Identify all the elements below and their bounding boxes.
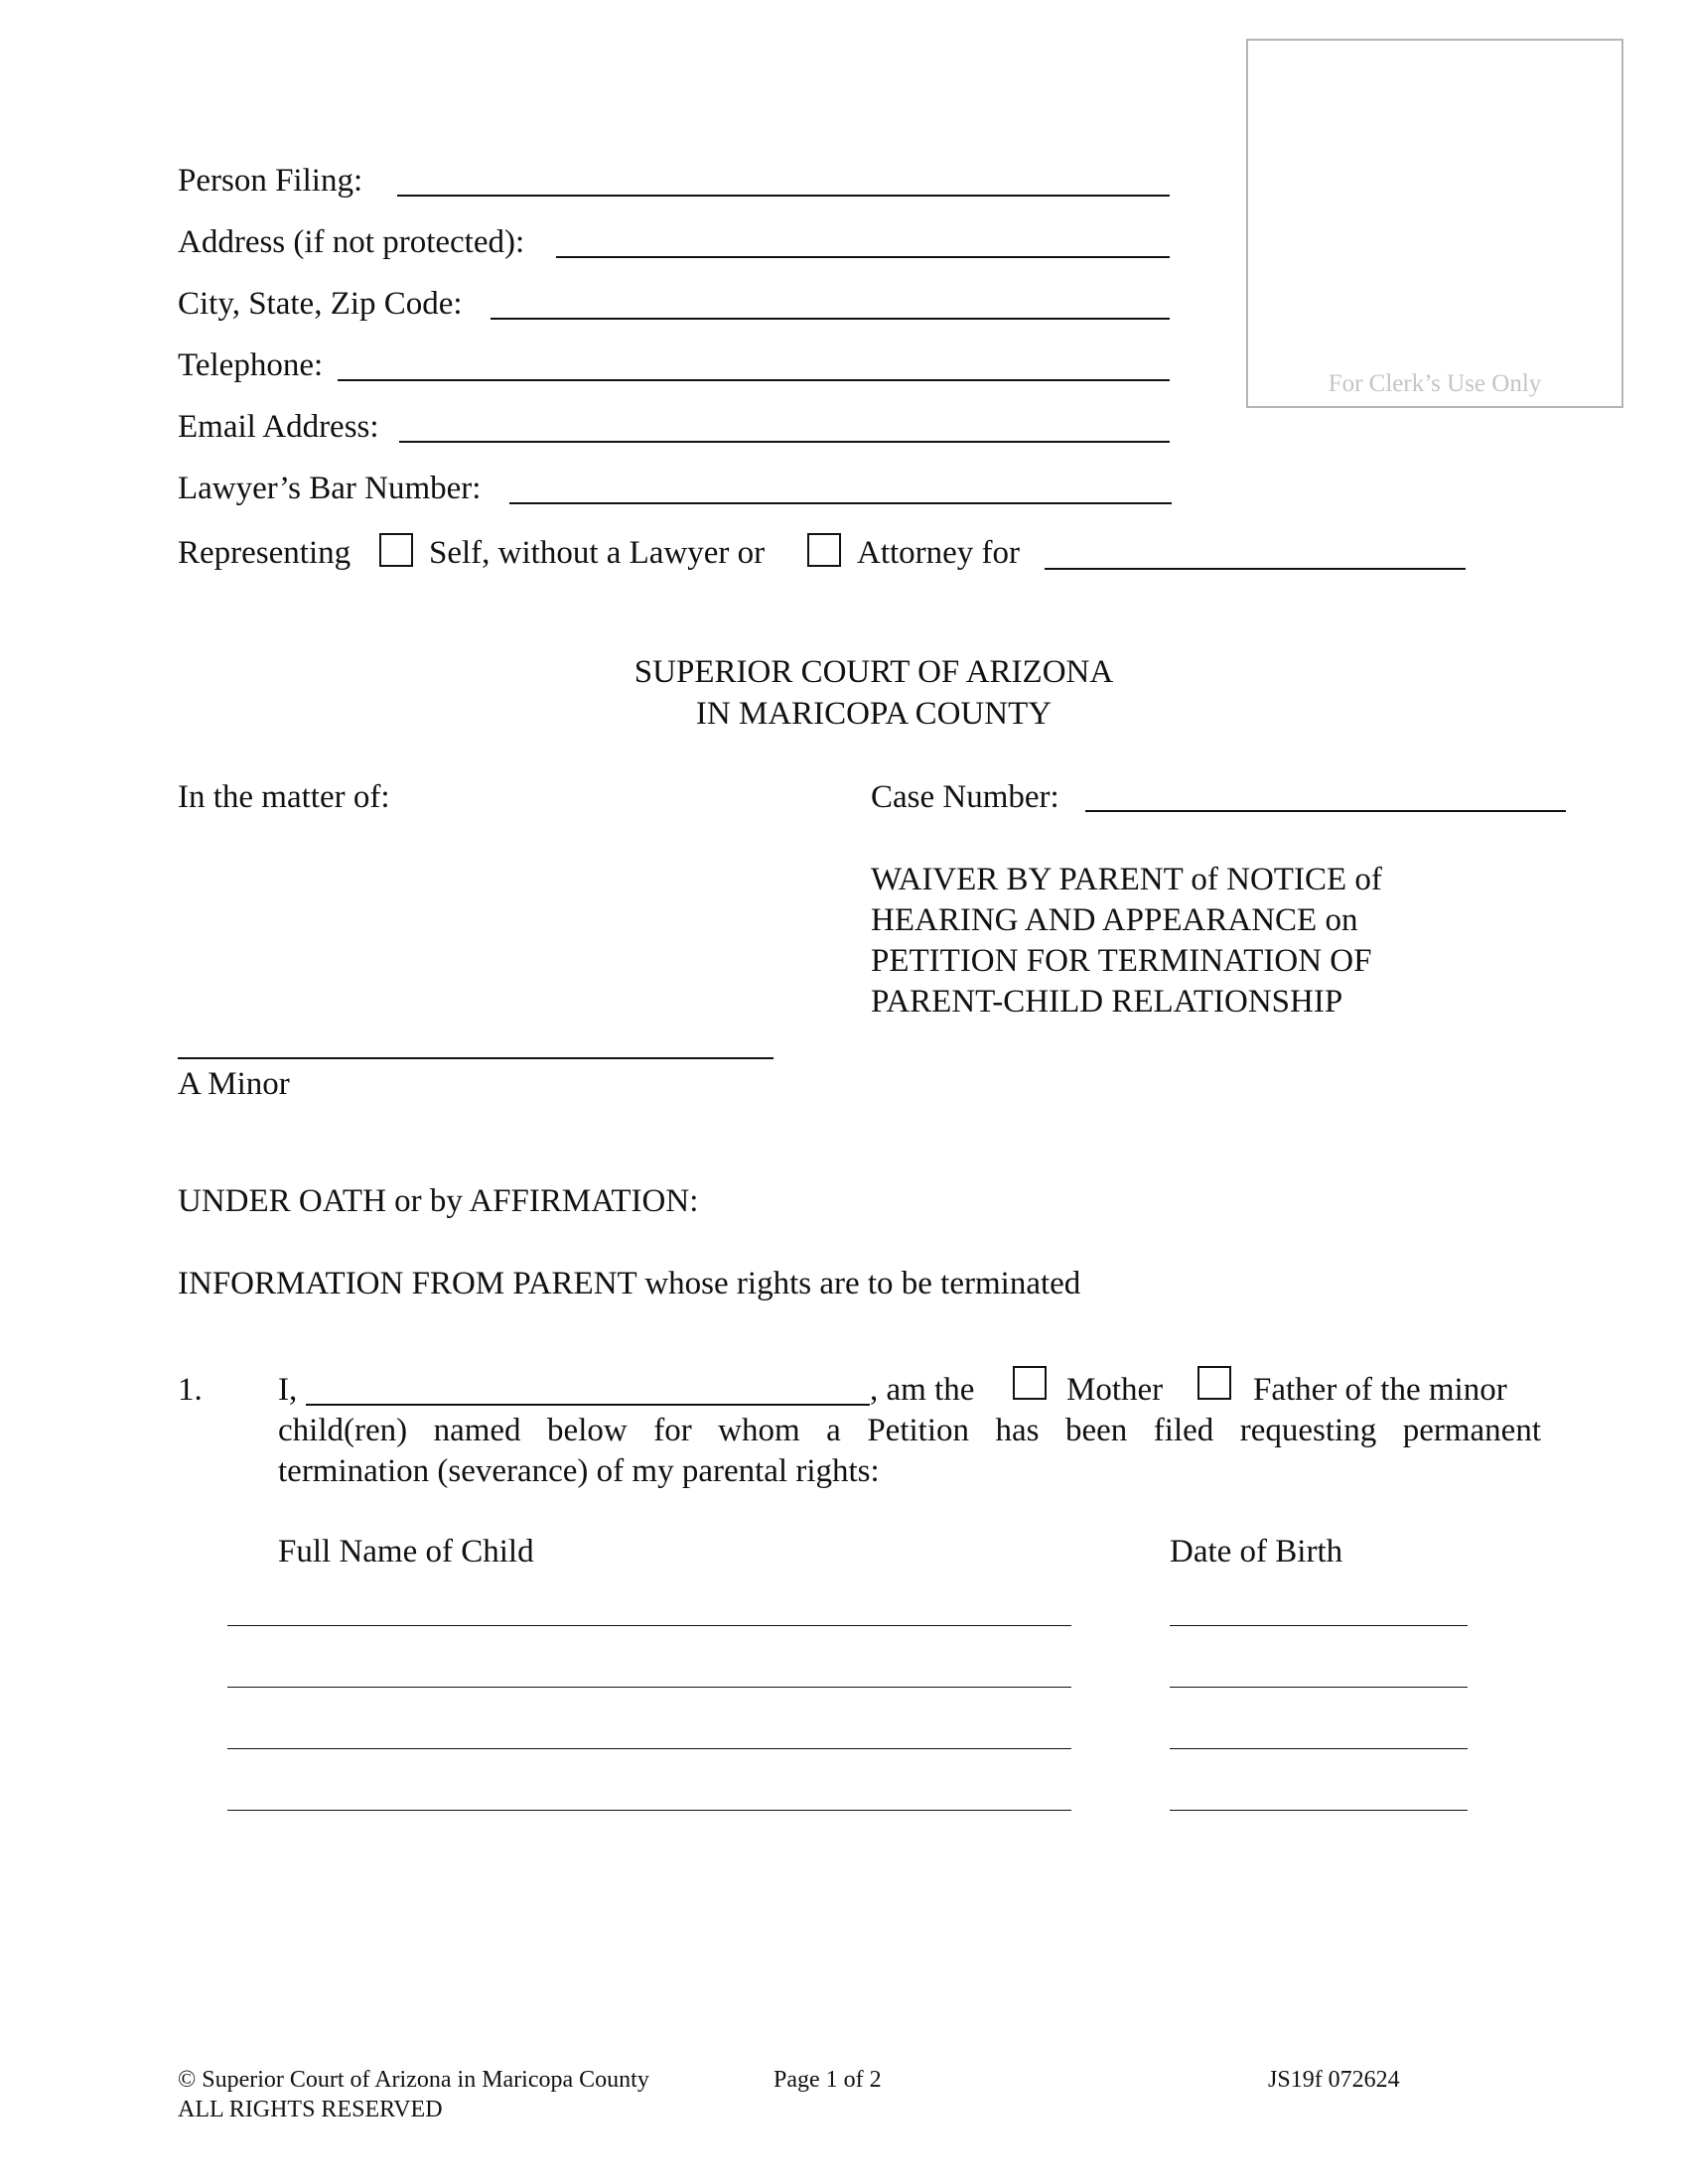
item-number: 1. [178,1372,203,1408]
case-number-field[interactable] [1085,810,1566,812]
info-heading: INFORMATION FROM PARENT whose rights are to be terminated [178,1266,1081,1301]
address-label: Address (if not protected): [178,224,525,260]
oath-heading: UNDER OATH or by AFFIRMATION: [178,1183,699,1219]
court-name-line2: IN MARICOPA COUNTY [695,696,1053,732]
person-filing-label: Person Filing: [178,163,363,199]
child-name-header: Full Name of Child [278,1534,534,1570]
footer-page-number: Page 1 of 2 [774,2067,882,2093]
telephone-field[interactable] [338,379,1170,381]
attorney-option-label: Attorney for [857,535,1021,571]
address-field[interactable] [556,256,1170,258]
footer-form-id: JS19f 072624 [1268,2067,1400,2093]
footer-rights: ALL RIGHTS RESERVED [178,2097,443,2122]
clerk-use-box [1246,39,1623,408]
representing-label: Representing [178,535,352,571]
attorney-checkbox[interactable] [807,533,841,567]
mother-checkbox[interactable] [1013,1366,1047,1400]
court-name-line1: SUPERIOR COURT OF ARIZONA [633,654,1114,690]
father-checkbox[interactable] [1197,1366,1231,1400]
person-filing-field[interactable] [397,195,1170,197]
item1-line2: child(ren) named below for whom a Petition has been filed requesting permanent [278,1413,1541,1448]
minor-label: A Minor [178,1066,290,1102]
form-title-line2: HEARING AND APPEARANCE on [871,902,1358,938]
case-number-label: Case Number: [871,779,1059,815]
child-dob-field-1[interactable] [1170,1625,1468,1626]
parent-name-field[interactable] [306,1404,870,1406]
city-state-zip-field[interactable] [491,318,1170,320]
child-name-field-2[interactable] [227,1687,1071,1688]
form-title-line1: WAIVER BY PARENT of NOTICE of [871,862,1382,897]
child-dob-header: Date of Birth [1170,1534,1343,1570]
matter-label: In the matter of: [178,779,390,815]
minor-name-field[interactable] [178,1057,774,1059]
footer-copyright: © Superior Court of Arizona in Maricopa County [178,2067,649,2093]
father-label: Father of the minor [1253,1372,1507,1408]
child-name-field-3[interactable] [227,1748,1071,1749]
form-title-line4: PARENT-CHILD RELATIONSHIP [871,984,1343,1020]
attorney-for-field[interactable] [1045,568,1466,570]
bar-number-field[interactable] [509,502,1172,504]
bar-number-label: Lawyer’s Bar Number: [178,471,482,506]
child-name-field-4[interactable] [227,1810,1071,1811]
child-dob-field-3[interactable] [1170,1748,1468,1749]
form-title-line3: PETITION FOR TERMINATION OF [871,943,1372,979]
child-dob-field-2[interactable] [1170,1687,1468,1688]
self-option-label: Self, without a Lawyer or [429,535,766,571]
item1-i-text: I, [278,1372,298,1408]
child-name-field-1[interactable] [227,1625,1071,1626]
city-state-zip-label: City, State, Zip Code: [178,286,463,322]
clerk-box-label: For Clerk’s Use Only [1328,370,1542,397]
email-label: Email Address: [178,409,379,445]
item1-line3: termination (severance) of my parental rights: [278,1453,880,1489]
mother-label: Mother [1066,1372,1164,1408]
item1-am-the: , am the [870,1372,975,1408]
telephone-label: Telephone: [178,347,324,383]
email-field[interactable] [399,441,1170,443]
child-dob-field-4[interactable] [1170,1810,1468,1811]
self-checkbox[interactable] [379,533,413,567]
